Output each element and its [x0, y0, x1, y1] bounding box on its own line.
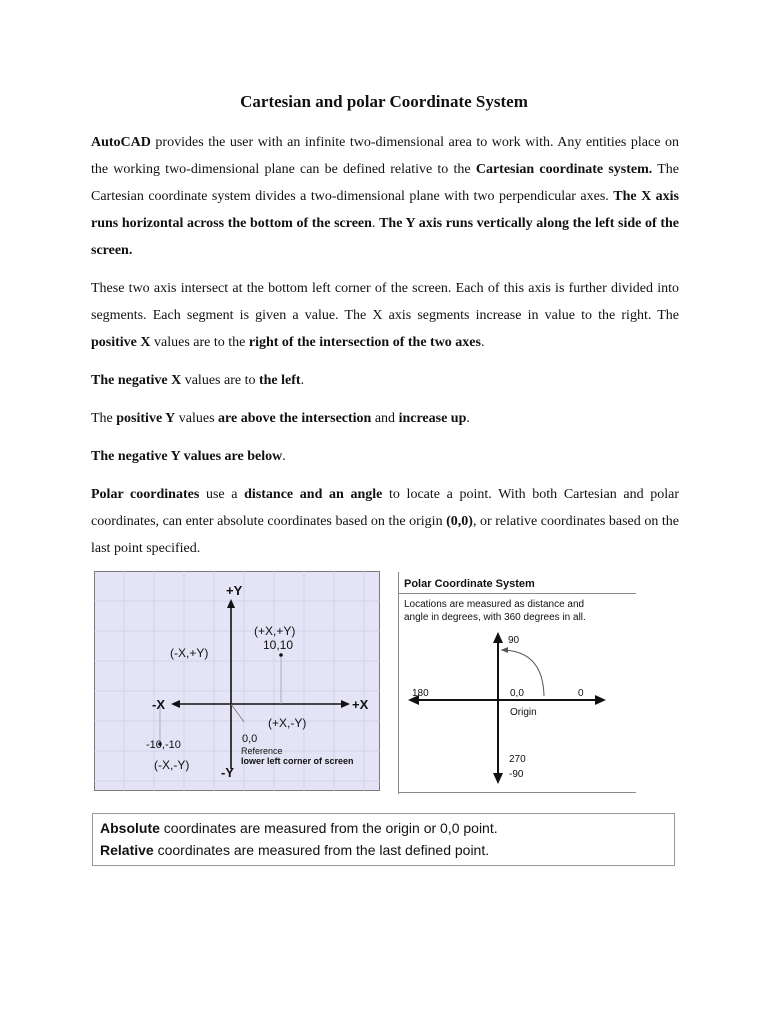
bold-text-run: increase up — [398, 411, 467, 426]
polar-title: Polar Coordinate System — [404, 578, 535, 590]
bold-text-run: positive X — [91, 335, 151, 350]
text-run: These two axis intersect at the bottom left corner of the screen. Each of this axis is further divided into segments. Each segment is given a value. The X axis segments increase in value to the right. The — [91, 281, 679, 323]
note-line-absolute — [100, 817, 674, 839]
polar-label-origin: 0,0 — [510, 688, 524, 699]
label-origin: 0,0 — [242, 733, 258, 745]
paragraph-negative-y — [91, 443, 679, 470]
note-absolute-text: coordinates are measured from the origin or 0,0 point. — [159, 820, 498, 836]
text-run: and — [371, 411, 399, 426]
text-run: to locate a point. With both Cartesian and polar coordinates, can enter absolute coordinates based on the origin — [91, 487, 679, 529]
polar-label-origin-word: Origin — [510, 707, 537, 718]
bold-text-run: Polar coordinates — [91, 487, 200, 502]
polar-arrow-up — [493, 632, 503, 643]
label-reference: Reference — [241, 746, 283, 756]
polar-arrow-down — [493, 773, 503, 784]
polar-label-180: 180 — [412, 688, 429, 699]
text-run: , or relative coordinates based on the last point specified. — [91, 514, 680, 556]
paragraph-autocad-intro — [91, 129, 679, 264]
text-run: provides the user with an infinite two-dimensional area to work with. Any entities place on the working two-dimensional plane can be defined relative to the — [91, 135, 679, 177]
text-run: . — [466, 411, 470, 426]
label-q1: (+X,+Y) — [254, 624, 296, 638]
paragraph-axis-intersection — [91, 275, 679, 356]
text-run: . — [282, 449, 286, 464]
label-q2: (-X,+Y) — [170, 646, 209, 660]
document-title: Cartesian and polar Coordinate System — [240, 92, 528, 111]
polar-subtitle-line-1: Locations are measured as distance and — [404, 599, 585, 610]
bold-text-run: The Y axis runs vertically along the left side of the screen. — [91, 216, 679, 258]
label-plus-x: +X — [352, 697, 369, 712]
bold-text-run: Cartesian coordinate system. — [475, 162, 653, 177]
note-relative-text: coordinates are measured from the last defined point. — [153, 842, 490, 858]
polar-label-0: 0 — [578, 688, 584, 699]
bold-text-run: are above the intersection — [218, 411, 372, 426]
note-relative-term: Relative — [100, 842, 154, 858]
bold-text-run: The negative X — [91, 373, 182, 388]
polar-label-90: 90 — [508, 635, 520, 646]
text-run: . — [300, 373, 305, 388]
label-q4: (+X,-Y) — [268, 716, 307, 730]
polar-diagram — [398, 572, 636, 794]
label-reference-note: lower left corner of screen — [241, 756, 354, 766]
body-text — [91, 129, 679, 562]
paragraph-positive-y — [91, 405, 679, 432]
text-run: The Cartesian coordinate system divides a two-dimensional plane with two perpendicular axes. — [91, 162, 679, 204]
point-10-10 — [279, 653, 283, 657]
label-q1-point: 10,10 — [263, 638, 294, 652]
paragraph-polar-coordinates — [91, 481, 679, 562]
text-run: . — [480, 335, 485, 350]
polar-arrow-right — [595, 695, 606, 705]
bold-text-run: AutoCAD — [91, 135, 151, 150]
text-run: values are to — [181, 373, 259, 388]
polar-label-270: 270 — [509, 754, 526, 765]
bold-text-run: right of the intersection of the two axes — [248, 335, 481, 350]
text-run: values — [175, 411, 219, 426]
bold-text-run: (0,0) — [446, 514, 473, 529]
bold-text-run: positive Y — [116, 411, 176, 426]
text-run: . — [371, 216, 380, 231]
bold-text-run: the left — [258, 373, 301, 388]
label-minus-y: -Y — [221, 765, 234, 780]
polar-subtitle-line-2: angle in degrees, with 360 degrees in all. — [404, 612, 586, 623]
bold-text-run: The negative Y values are below — [91, 449, 283, 464]
absolute-relative-note — [92, 813, 675, 866]
text-run: values are to the — [150, 335, 249, 350]
label-q3-point: -10,-10 — [146, 739, 181, 751]
label-q3: (-X,-Y) — [154, 758, 190, 772]
label-plus-y: +Y — [226, 583, 243, 598]
note-line-relative — [100, 839, 674, 861]
text-run: use a — [199, 487, 245, 502]
bold-text-run: distance and an angle — [244, 487, 383, 502]
bold-text-run: The X axis runs horizontal across the bottom of the screen — [91, 189, 679, 231]
cartesian-diagram — [94, 571, 380, 791]
polar-label-neg90: -90 — [509, 769, 524, 780]
label-minus-x: -X — [152, 697, 165, 712]
note-absolute-term: Absolute — [100, 820, 160, 836]
text-run: The — [91, 411, 117, 426]
paragraph-negative-x — [91, 367, 679, 394]
